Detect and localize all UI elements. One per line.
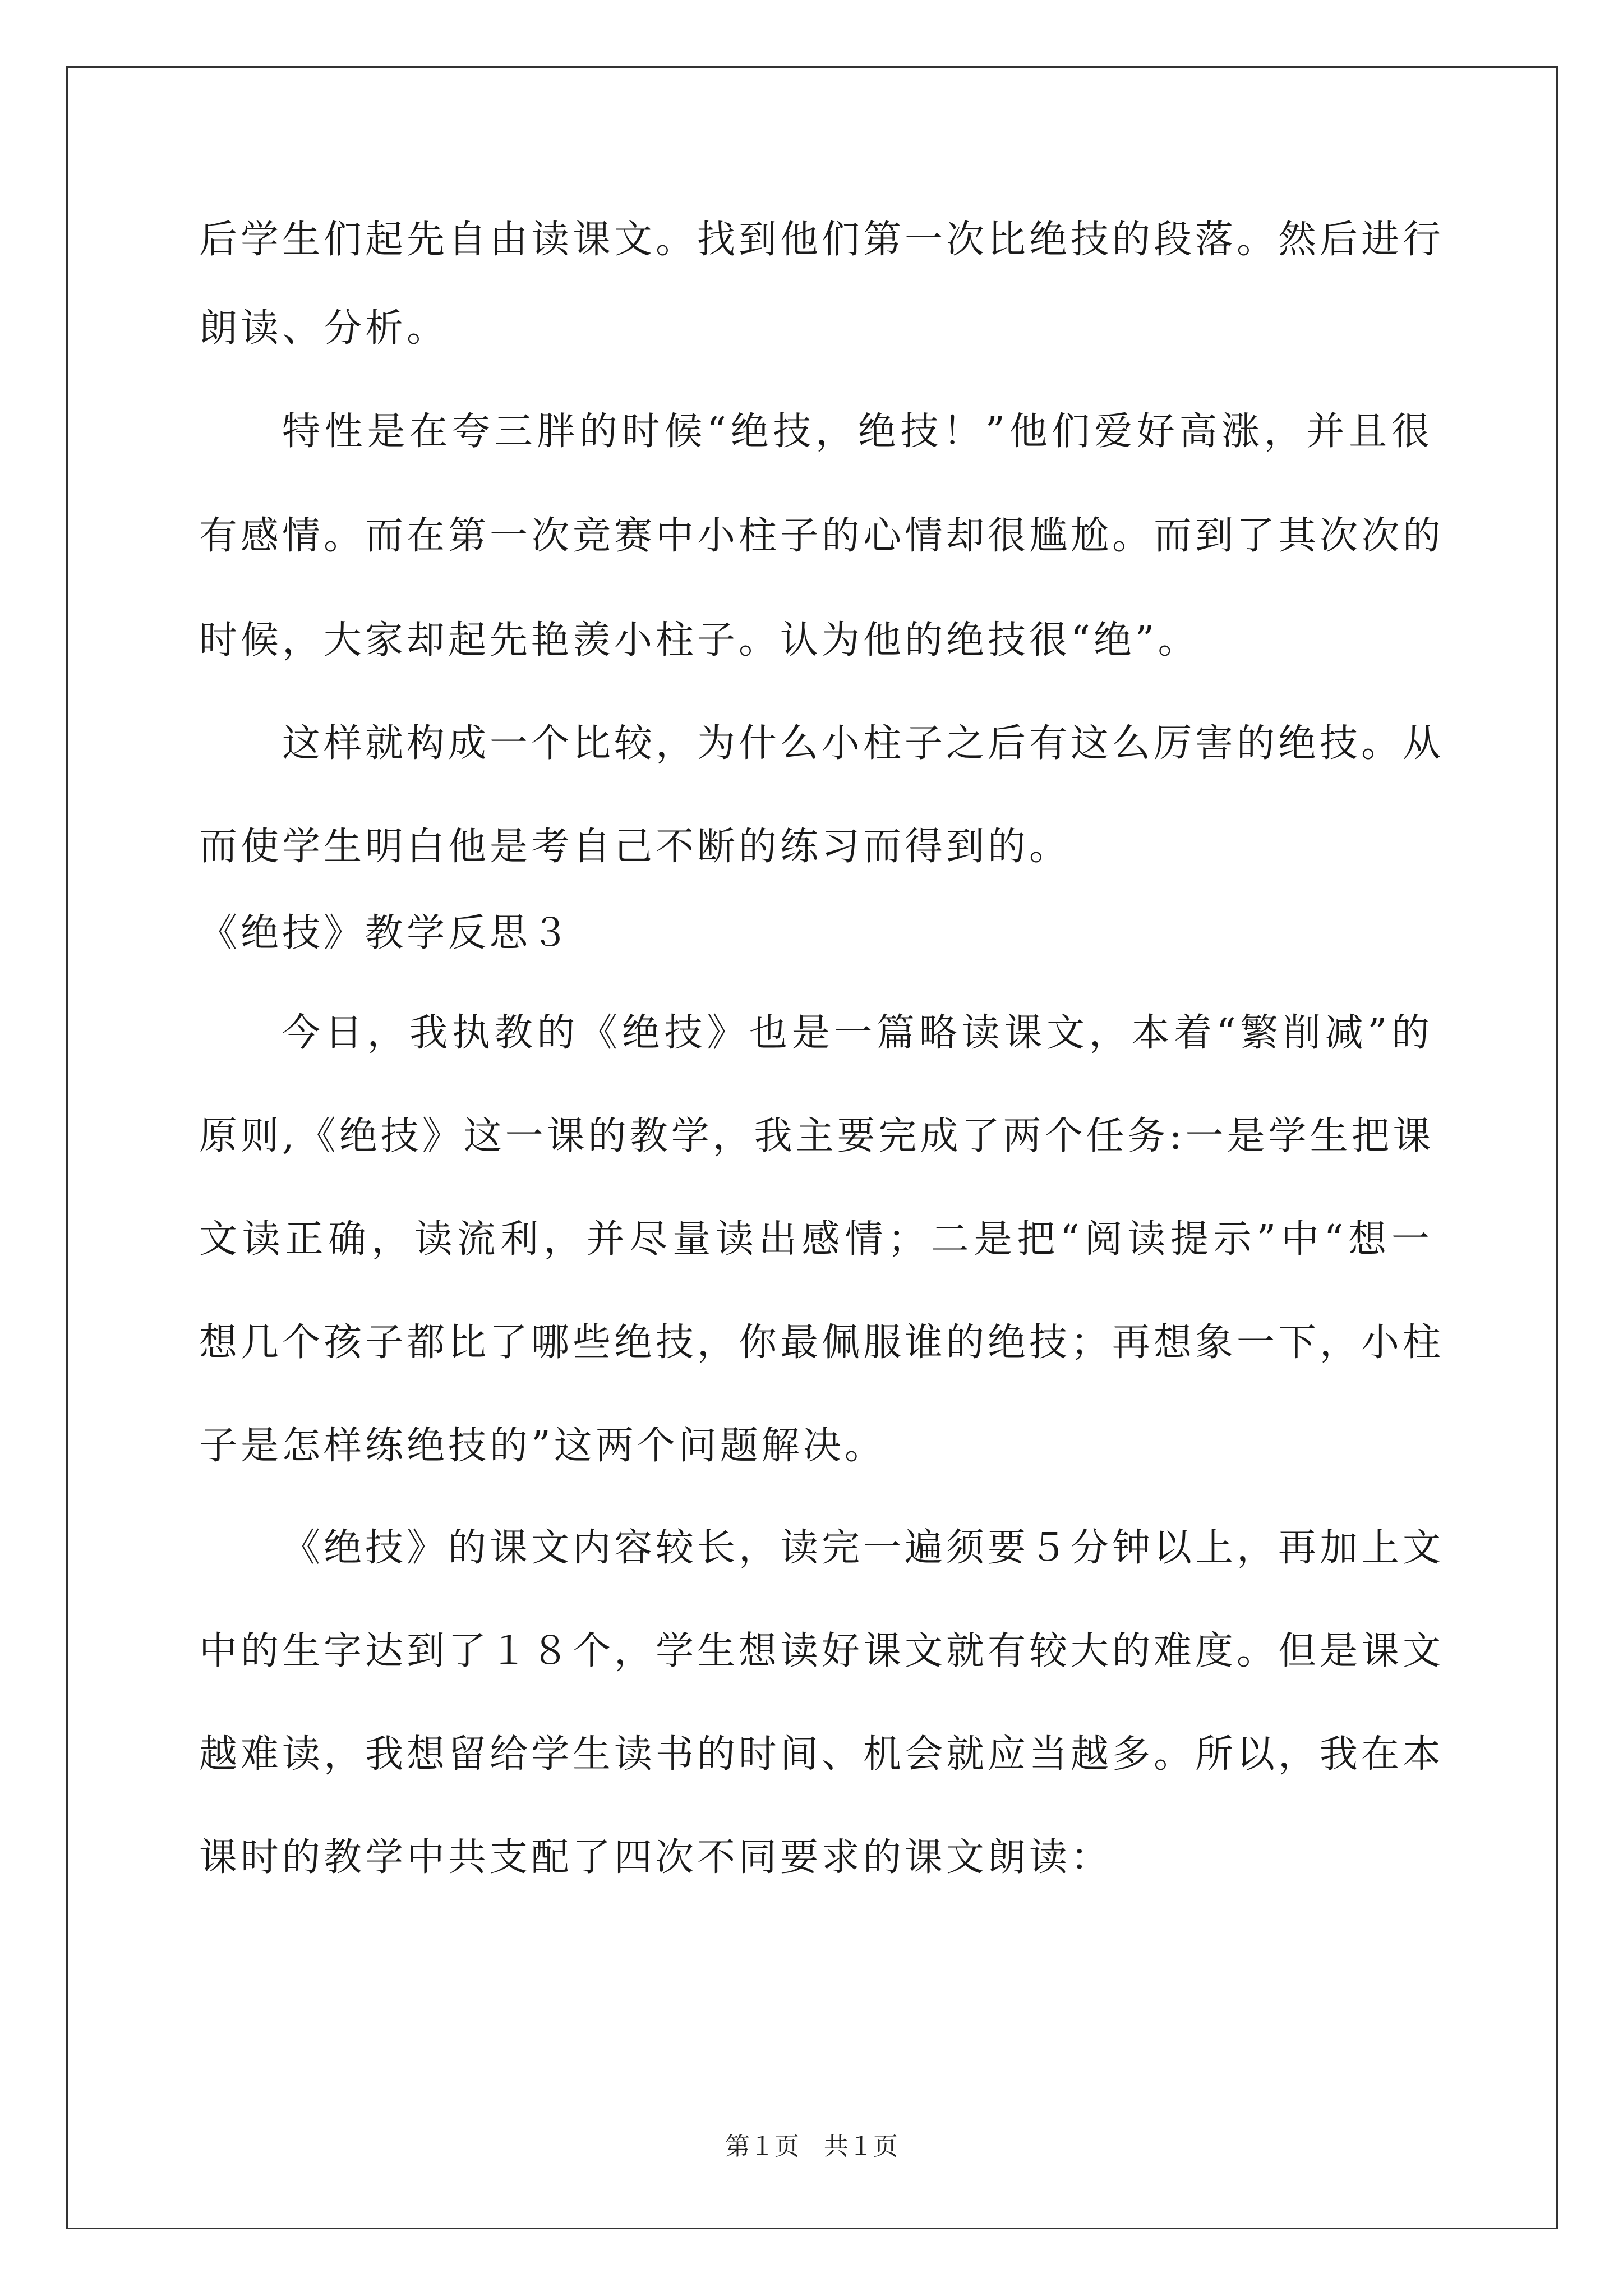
text-line: 课时的教学中共支配了四次不同要求的课文朗读：: [199, 1835, 1113, 1880]
text-line: 越难读，我想留给学生读书的时间、机会就应当越多。所以，我在本: [199, 1732, 1445, 1777]
text-line: 今日，我执教的《绝技》也是一篇略读课文，本着“繁削减”的: [282, 1011, 1433, 1055]
text-line: 有感情。而在第一次竞赛中小柱子的心情却很尴尬。而到了其次次的: [199, 514, 1445, 558]
text-line: 《绝技》的课文内容较长，读完一遍须要５分钟以上，再加上文: [282, 1526, 1445, 1570]
text-line: 子是怎样练绝技的”这两个问题解决。: [199, 1424, 886, 1468]
text-line: 文读正确，读流利，并尽量读出感情；二是把“阅读提示”中“想一: [199, 1217, 1433, 1262]
text-line: 原则,《绝技》这一课的教学，我主要完成了两个任务:一是学生把课: [199, 1114, 1435, 1158]
text-line: 朗读、分析。: [199, 306, 449, 351]
text-line: 时候，大家却起先艳羡小柱子。认为他的绝技很“绝”。: [199, 618, 1200, 662]
page-footer: 第１页 共１页: [725, 2132, 898, 2161]
text-line: 想几个孩子都比了哪些绝技，你最佩服谁的绝技；再想象一下，小柱: [199, 1320, 1445, 1365]
text-line: 后学生们起先自由读课文。找到他们第一次比绝技的段落。然后进行: [199, 218, 1445, 262]
text-line: 这样就构成一个比较，为什么小柱子之后有这么厉害的绝技。从: [282, 721, 1445, 766]
text-line: 而使学生明白他是考自己不断的练习而得到的。: [199, 825, 1071, 869]
text-line: 中的生字达到了１８个，学生想读好课文就有较大的难度。但是课文: [199, 1629, 1445, 1673]
text-line: 特性是在夸三胖的时候“绝技，绝技！”他们爱好高涨，并且很: [282, 409, 1433, 454]
section-heading: 《绝技》教学反思３: [199, 911, 573, 955]
